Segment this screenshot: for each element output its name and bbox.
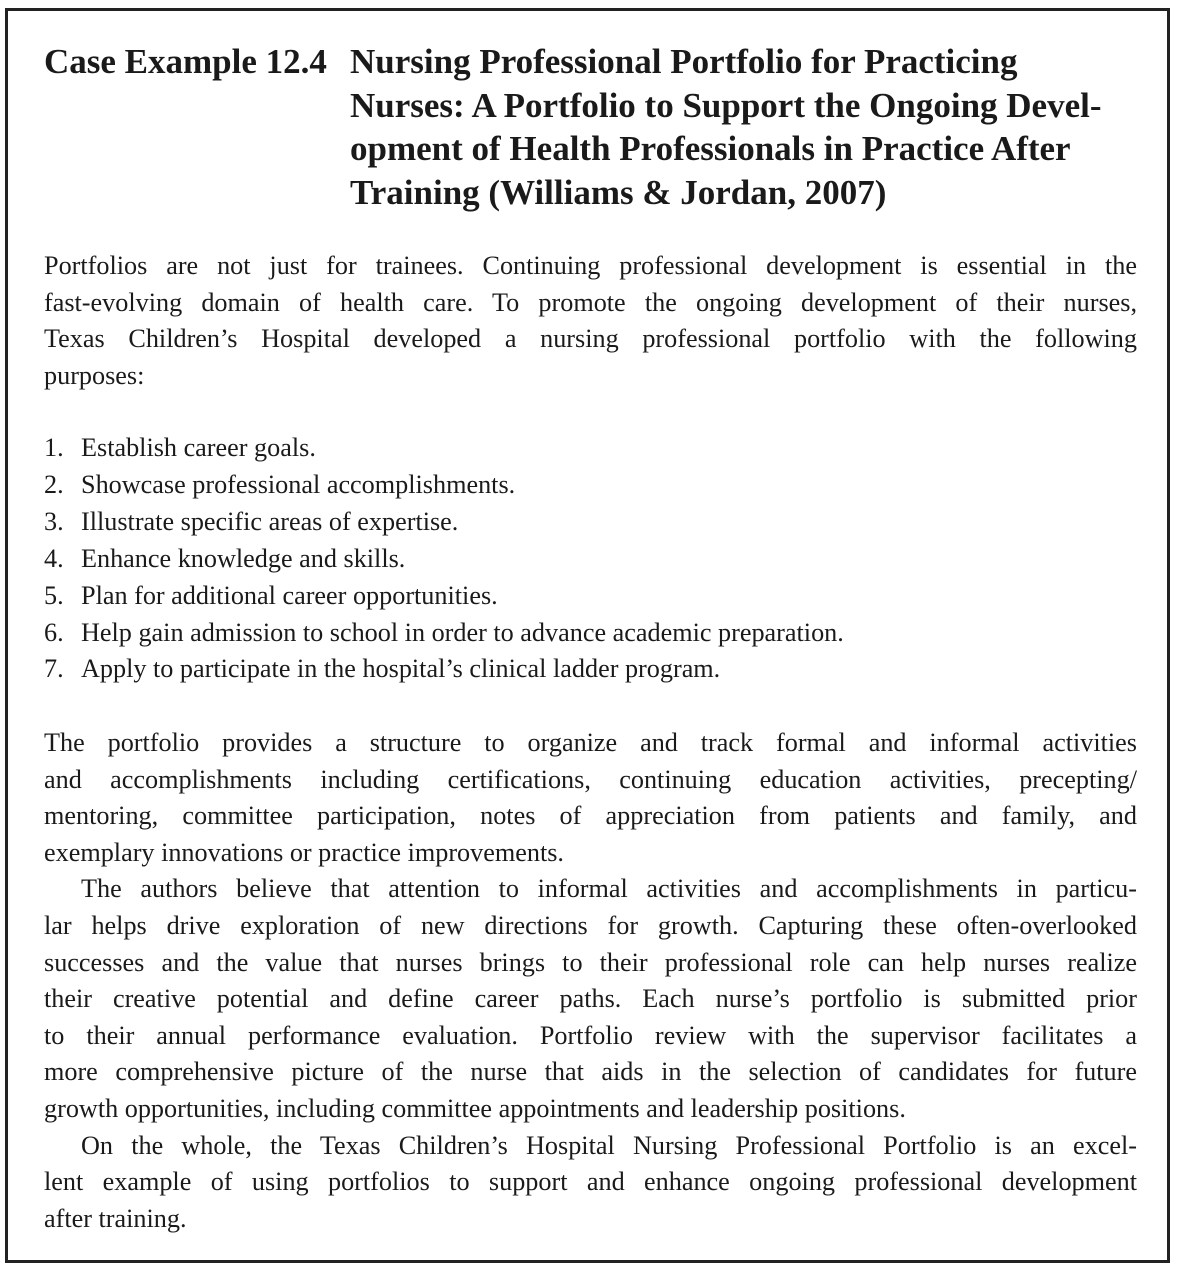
list-text: Showcase professional accomplishments.	[81, 469, 516, 499]
list-number: 6.	[44, 617, 64, 647]
text-line: On the whole, the Texas Children’s Hospital Nursing Professional Portfolio is an excel-	[81, 1130, 1137, 1160]
list-number: 2.	[44, 469, 64, 499]
case-example-label: Case Example 12.4	[44, 42, 327, 81]
text-line: lent example of using portfolios to support and enhance ongoing professional development	[44, 1167, 1137, 1197]
list-number: 4.	[44, 543, 64, 573]
text-line: successes and the value that nurses brings to their professional role can help nurses realize	[44, 947, 1137, 977]
title-line: Nurses: A Portfolio to Support the Ongoing Devel-	[350, 85, 1102, 125]
list-number: 3.	[44, 506, 64, 536]
list-text: Illustrate specific areas of expertise.	[81, 506, 459, 536]
list-text: Establish career goals.	[81, 433, 316, 462]
text-line: The portfolio provides a structure to organize and track formal and informal activities	[44, 728, 1137, 757]
text-line: fast-evolving domain of health care. To promote the ongoing development of their nurses,	[44, 287, 1137, 317]
list-number: 5.	[44, 580, 64, 610]
text-line: growth opportunities, including committee appointments and leadership positions.	[44, 1093, 906, 1123]
list-item	[44, 504, 844, 541]
text-line: their creative potential and define career paths. Each nurse’s portfolio is submitted prior	[44, 984, 1137, 1014]
list-number: 7.	[44, 654, 64, 684]
case-example-title	[350, 40, 1144, 214]
text-line: The authors believe that attention to informal activities and accomplishments in particu-	[81, 874, 1137, 904]
text-line: more comprehensive picture of the nurse that aids in the selection of candidates for future	[44, 1057, 1137, 1087]
text-line: and accomplishments including certifications, continuing education activities, precepting/	[44, 764, 1137, 794]
text-line: lar helps drive exploration of new directions for growth. Capturing these often-overlooked	[44, 910, 1137, 940]
list-item	[44, 578, 844, 615]
purposes-list	[44, 430, 844, 688]
title-line: opment of Health Professionals in Practice After	[350, 129, 1071, 168]
list-item	[44, 615, 844, 652]
list-item	[44, 430, 844, 467]
list-item	[44, 467, 844, 504]
case-example-heading	[44, 40, 1144, 214]
title-line: Training (Williams & Jordan, 2007)	[350, 172, 887, 212]
list-item	[44, 541, 844, 578]
intro-paragraph	[44, 248, 1137, 394]
list-item	[44, 651, 844, 688]
body-paragraphs	[44, 725, 1137, 1237]
text-line: mentoring, committee participation, notes of appreciation from patients and family, and	[44, 801, 1137, 831]
list-number: 1.	[44, 433, 64, 462]
text-line: Texas Children’s Hospital developed a nursing professional portfolio with the following	[44, 324, 1137, 354]
title-line: Nursing Professional Portfolio for Practicing	[350, 42, 1018, 81]
list-text: Help gain admission to school in order to advance academic preparation.	[81, 617, 844, 647]
list-text: Plan for additional career opportunities.	[81, 580, 498, 610]
text-line: to their annual performance evaluation. Portfolio review with the supervisor facilitates a	[44, 1020, 1137, 1050]
text-line: purposes:	[44, 360, 145, 390]
list-text: Enhance knowledge and skills.	[81, 543, 406, 573]
text-line: after training.	[44, 1203, 187, 1233]
text-line: Portfolios are not just for trainees. Continuing professional development is essential in the	[44, 251, 1137, 280]
text-line: exemplary innovations or practice improvements.	[44, 837, 564, 867]
list-text: Apply to participate in the hospital’s clinical ladder program.	[81, 654, 721, 684]
